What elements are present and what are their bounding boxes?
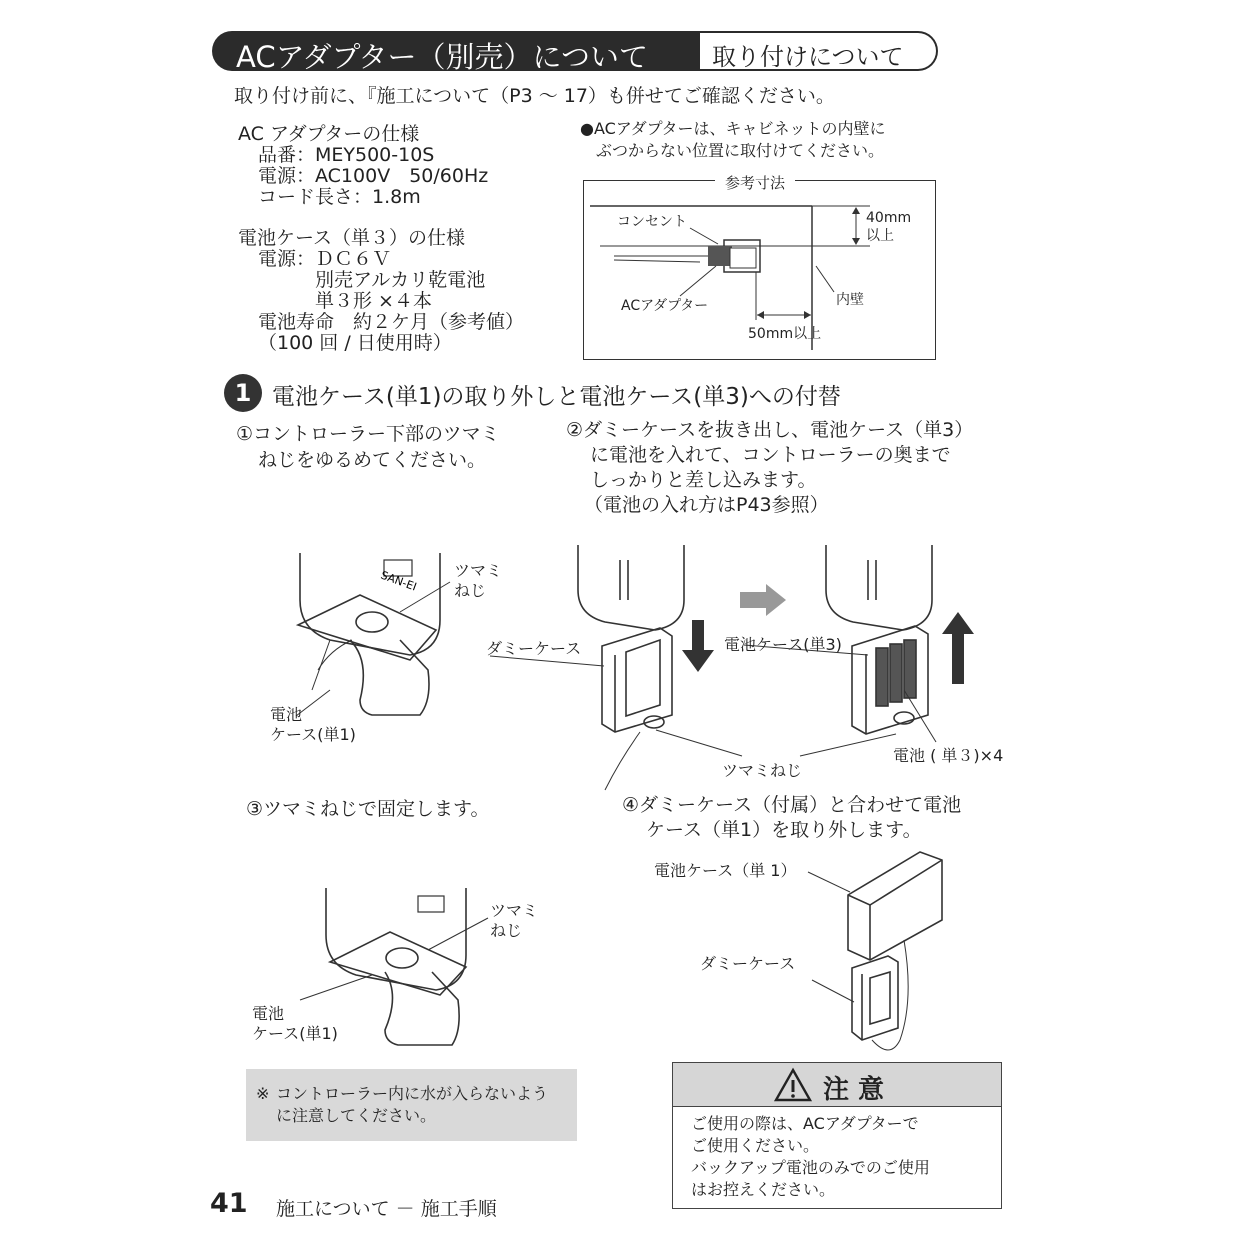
caution-text: ご使用の際は、ACアダプターで — [691, 1114, 919, 1133]
step-title: 電池ケース(単1)の取り外しと電池ケース(単3)への付替 — [272, 384, 841, 410]
note-text: コントローラー内に水が入らないよう — [276, 1084, 549, 1103]
outlet-label: コンセント — [617, 214, 687, 230]
install-note: ●ACアダプターは、キャビネットの内壁に — [580, 119, 886, 138]
note-text: に注意してください。 — [276, 1106, 437, 1125]
battery-case-1-label: ケース(単1) — [270, 725, 356, 744]
dim-top-label-2: 以上 — [866, 228, 894, 244]
figure-battery-case-3 — [826, 545, 932, 734]
caution-text: はお控えください。 — [691, 1180, 836, 1199]
battery-spec-line: 別売アルカリ乾電池 — [258, 269, 486, 291]
inner-wall-label: 内壁 — [836, 292, 864, 308]
intro-text: 取り付け前に、『施工について（P3 ～ 17）も併せてご確認ください。 — [234, 85, 835, 107]
battery-spec-line: （100 回 / 日使用時） — [258, 332, 452, 354]
section-subtitle: 取り付けについて — [712, 43, 904, 71]
right-arrow — [740, 584, 786, 616]
battery-spec-line: 単３形 ×４本 — [258, 290, 432, 312]
reference-title: 参考寸法 — [715, 172, 795, 193]
battery-case-1-label: 電池 — [270, 705, 303, 724]
up-arrow — [942, 612, 974, 684]
battery-case-1-label-2: 電池 — [252, 1004, 285, 1023]
step1-text: ①コントローラー下部のツマミ — [236, 423, 500, 445]
figure-dummy-case — [578, 545, 684, 790]
note-mark: ※ — [256, 1084, 270, 1103]
caution-text: ご使用ください。 — [691, 1136, 820, 1155]
knob-screw-label-3: ツマミ — [490, 901, 539, 920]
knob-screw-label-2: ツマミねじ — [722, 761, 803, 780]
dummy-case-label-2: ダミーケース — [700, 954, 796, 973]
battery-case-1-label-2: ケース(単1) — [252, 1024, 338, 1043]
battery-case-1-label-3: 電池ケース（単 1） — [654, 861, 797, 880]
figure-remove-case — [848, 852, 942, 1050]
step2-text: （電池の入れ方はP43参照） — [584, 494, 829, 516]
knob-screw-label-3: ねじ — [490, 921, 523, 940]
figure-controller-tighten — [326, 888, 466, 1045]
water-note-box — [246, 1069, 577, 1141]
dummy-case-label: ダミーケース — [486, 639, 582, 658]
brand-mark: SAN-EI — [378, 568, 419, 594]
knob-screw-label: ねじ — [454, 581, 487, 600]
caution-box — [672, 1062, 1002, 1209]
knob-screw-label: ツマミ — [454, 561, 503, 580]
step1-text: ねじをゆるめてください。 — [258, 449, 487, 471]
battery-count-label: 電池 ( 単３)×4 — [893, 746, 1004, 765]
section-title: ACアダプター（別売）について — [236, 40, 648, 74]
battery-case-3-label: 電池ケース(単3) — [724, 635, 842, 654]
step3-text: ③ツマミねじで固定します。 — [246, 798, 490, 820]
step2-text: しっかりと差し込みます。 — [590, 469, 817, 491]
figure-controller-loosen — [298, 553, 440, 715]
step-number-badge: 1 — [224, 374, 262, 412]
caution-text: バックアップ電池のみでのご使用 — [691, 1158, 930, 1177]
battery-spec-line: 電池寿命 約２ケ月（参考値） — [258, 311, 525, 333]
install-note: ぶつからない位置に取付けてください。 — [596, 141, 885, 160]
ac-spec-heading: AC アダプターの仕様 — [238, 123, 420, 145]
battery-spec-line: 電源：ＤＣ６Ｖ — [258, 248, 392, 270]
footer-text: 施工について － 施工手順 — [276, 1198, 497, 1220]
battery-spec-heading: 電池ケース（単３）の仕様 — [238, 227, 466, 249]
step2-text: に電池を入れて、コントローラーの奥まで — [590, 444, 951, 466]
page-number: 41 — [210, 1188, 248, 1219]
down-arrow — [682, 620, 714, 672]
step2-text: ②ダミーケースを抜き出し、電池ケース（単3） — [566, 419, 974, 441]
step4-text: ④ダミーケース（付属）と合わせて電池 — [622, 794, 962, 816]
dim-side-label: 50mm以上 — [748, 326, 822, 342]
ac-spec-line: 電源：AC100V 50/60Hz — [258, 165, 489, 187]
adapter-label: ACアダプター — [621, 298, 709, 314]
ac-spec-line: 品番：MEY500-10S — [258, 144, 435, 166]
warning-triangle-icon — [773, 1067, 813, 1103]
caution-title: 注 意 — [823, 1075, 885, 1105]
dim-top-label: 40mm — [866, 210, 912, 226]
ac-spec-line: コード長さ：1.8m — [258, 186, 421, 208]
caution-header — [673, 1063, 1001, 1107]
step4-text: ケース（単1）を取り外します。 — [646, 819, 922, 841]
